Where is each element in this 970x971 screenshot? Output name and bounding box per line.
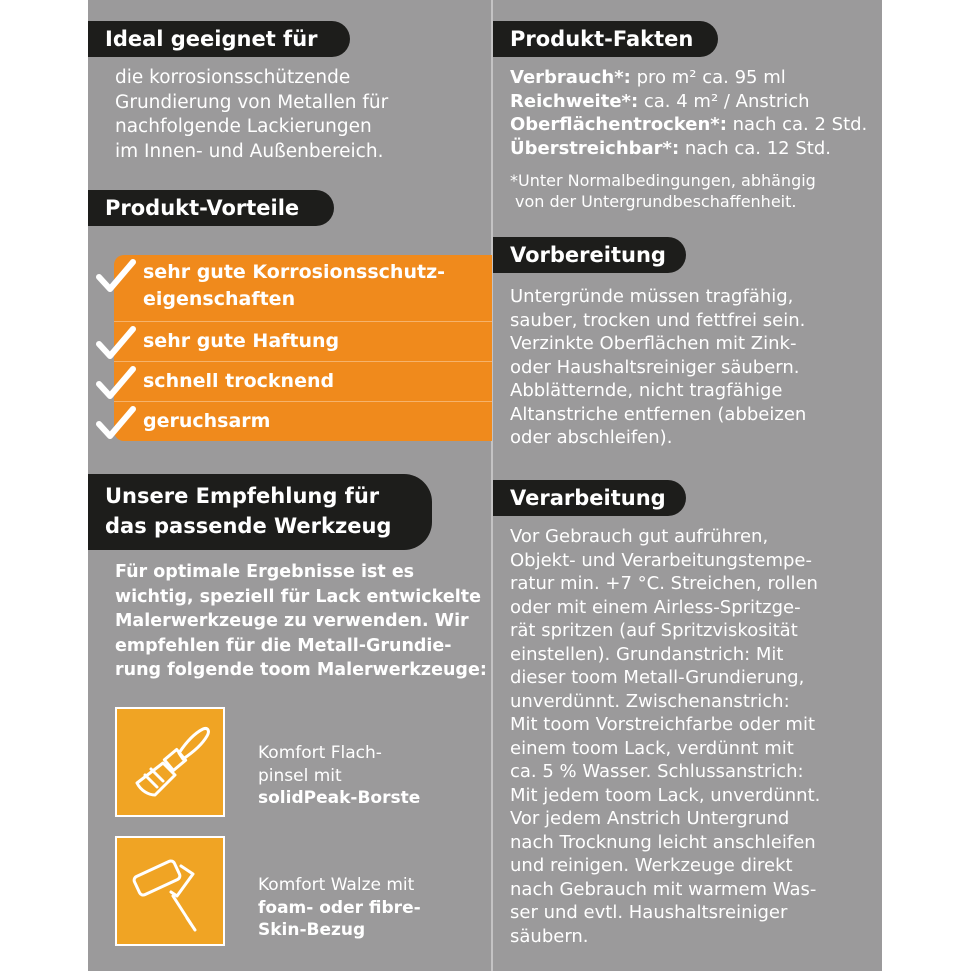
advantages-list	[88, 255, 492, 441]
fact-row: Überstreichbar*: nach ca. 12 Std.	[510, 137, 831, 159]
heading-fakten: Produkt-Fakten	[493, 21, 718, 57]
checkmark-icon	[96, 259, 136, 295]
advantage-item: schnell trocknend	[114, 361, 492, 401]
paint-brush-icon	[117, 709, 223, 815]
vorbereitung-text: Untergründe müssen tragfähig, sauber, trocken und fettfrei sein. Verzinkte Oberflächen mit Zink- oder Haushaltsreiniger säubern. Abblätternde, nicht tragfähige Altanstriche entfernen (abbeizen oder abschleifen).	[510, 286, 807, 448]
advantage-item: geruchsarm	[114, 401, 492, 441]
heading-vorbereitung: Vorbereitung	[493, 237, 686, 273]
advantage-item: sehr gute Korrosionsschutz- eigenschaften	[114, 255, 492, 321]
tool-roller-box	[115, 836, 225, 946]
tool-roller-text: Komfort Walze mit foam- oder fibre- Skin-Bezug	[258, 875, 421, 940]
checkmark-icon	[96, 326, 136, 362]
advantage-item: sehr gute Haftung	[114, 321, 492, 361]
heading-verarbeitung: Verarbeitung	[493, 480, 686, 516]
tool-brush-box	[115, 707, 225, 817]
fact-row: Verbrauch*: pro m² ca. 95 ml	[510, 67, 786, 88]
empfehlung-text: Für optimale Ergebnisse ist es wichtig, speziell für Lack entwickelte Malerwerkzeuge zu verwenden. Wir empfehlen für die Metall-Grundie- rung folgende toom Malerwerkzeuge:	[115, 562, 487, 680]
heading-vorteile: Produkt-Vorteile	[88, 190, 334, 226]
paint-roller-icon	[117, 838, 223, 944]
checkmark-icon	[96, 406, 136, 442]
facts-list	[510, 66, 867, 160]
heading-empfehlung: Unsere Empfehlung für das passende Werkzeug	[88, 474, 432, 550]
verarbeitung-text: Vor Gebrauch gut aufrühren, Objekt- und Verarbeitungstempe- ratur min. +7 °C. Streichen, rollen oder mit einem Airless-Spritzge- rät spritzen (auf Spritzviskosität einstellen). Grundanstrich: Mit dieser toom Metall-Grundierung, unverdünnt. Zwischenanstrich: Mit toom Vorstreichfarbe oder mit einem toom Lack, verdünnt mit ca. 5 % Wasser. Schlussanstrich: Mit jedem toom Lack, unverdünnt. Vor jedem Anstrich Untergrund nach Trocknung leicht anschleifen und reinigen. Werkzeuge direkt nach Gebrauch mit warmem Was- ser und evtl. Haushaltsreiniger säubern.	[510, 526, 821, 947]
fact-row: Oberflächentrocken*: nach ca. 2 Std.	[510, 114, 868, 135]
checkmark-icon	[96, 366, 136, 402]
facts-footnote: *Unter Normalbedingungen, abhängig von der Untergrundbeschaffenheit.	[510, 171, 816, 211]
fact-row: Reichweite*: ca. 4 m² / Anstrich	[510, 90, 810, 112]
tool-brush-text: Komfort Flach- pinsel mit solidPeak-Borste	[258, 743, 421, 808]
product-info-panel	[88, 0, 882, 971]
ideal-text: die korrosionsschützende Grundierung von Metallen für nachfolgende Lackierungen im Innen- und Außenbereich.	[115, 67, 389, 162]
heading-ideal: Ideal geeignet für	[88, 21, 350, 57]
